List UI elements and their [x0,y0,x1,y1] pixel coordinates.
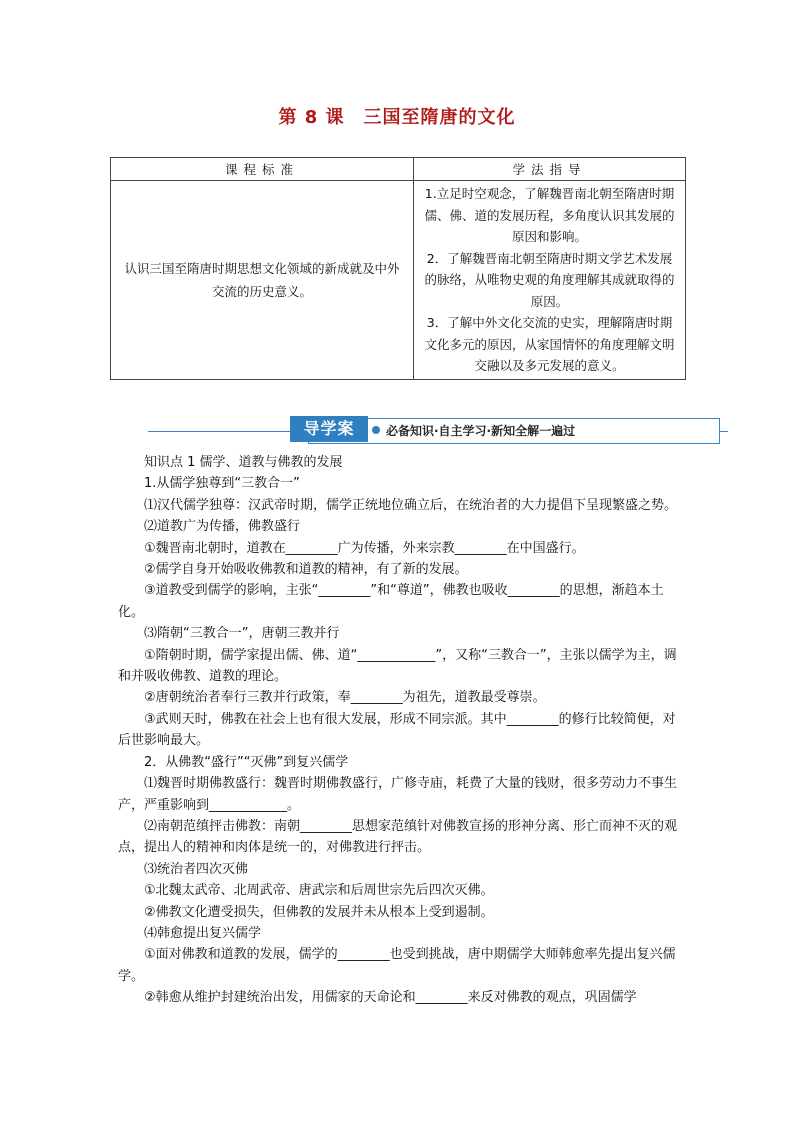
paragraph: ②佛教文化遭受损失，但佛教的发展并未从根本上受到遏制。 [144,904,494,920]
section-heading: 1.从儒学独尊到“三教合一” [144,476,300,492]
curriculum-table [110,157,686,380]
fill-blank-item: ③道教受到儒学的影响，主张“________”和“尊道”，佛教也吸收________的思想，渐趋本土化。 [118,583,664,620]
section-banner [148,418,728,444]
study-guide-item: 2．了解魏晋南北朝至隋唐时期文学艺术发展的脉络，从唯物史观的角度理解其成就取得的原因。 [424,250,675,309]
fill-blank-item: ②唐朝统治者奉行三教并行政策，奉________为祖先，道教最受尊崇。 [144,690,546,706]
paragraph: ①北魏太武帝、北周武帝、唐武宗和后周世宗先后四次灭佛。 [144,883,494,899]
subheading: ⑶统治者四次灭佛 [144,861,249,877]
bullet-icon [372,426,380,434]
curriculum-standard-text: 认识三国至隋唐时期思想文化领域的新成就及中外交流的历史意义。 [111,181,414,380]
fill-blank-item: ①隋朝时期，儒学家提出儒、佛、道“____________”，又称“三教合一”，主张以儒学为主，调和并吸收佛教、道教的理论。 [118,647,677,685]
banner-subtitle: 必备知识·自主学习·新知全解一遍过 [386,424,576,438]
paragraph: ②儒学自身开始吸收佛教和道教的精神，有了新的发展。 [144,562,468,578]
fill-blank-item: ①面对佛教和道教的发展，儒学的________也受到挑战，唐中期儒学大师韩愈率先提出复兴儒学。 [118,947,676,984]
fill-blank-item: ②韩愈从维护封建统治出发，用儒家的天命论和________来反对佛教的观点，巩固儒学 [144,990,637,1006]
fill-blank-item: ①魏晋南北朝时，道教在________广为传播，外来宗教________在中国盛行。 [144,540,585,556]
lesson-title: 第 8 课 三国至隋唐的文化 [278,107,516,128]
fill-blank-item: ⑴魏晋时期佛教盛行：魏晋时期佛教盛行，广修寺庙，耗费了大量的钱财，很多劳动力不事生产，严重影响到____________。 [118,776,678,813]
paragraph: ⑴汉代儒学独尊：汉武帝时期，儒学正统地位确立后，在统治者的大力提倡下呈现繁盛之势。 [144,497,678,513]
study-guide-item: 3．了解中外文化交流的史实，理解隋唐时期文化多元的原因，从家国情怀的角度理解文明交融以及多元发展的意义。 [424,315,675,373]
study-content [118,452,683,1009]
subheading: ⑷韩愈提出复兴儒学 [144,925,262,941]
header-curriculum-standard: 课程标准 [111,158,414,181]
header-study-guide: 学法指导 [414,158,686,181]
knowledge-point-heading: 知识点 1 儒学、道教与佛教的发展 [144,455,343,470]
fill-blank-item: ③武则天时，佛教在社会上也有很大发展，形成不同宗派。其中________的修行比较简便，对后世影响最大。 [118,711,676,749]
subheading: ⑶隋朝“三教合一”，唐朝三教并行 [144,626,340,642]
study-guide-item: 1.立足时空观念，了解魏晋南北朝至隋唐时期儒、佛、道的发展历程，多角度认识其发展的原因和影响。 [424,186,675,244]
study-guide-cell [414,181,686,380]
section-heading: 2．从佛教“盛行”“灭佛”到复兴儒学 [144,754,349,770]
fill-blank-item: ⑵南朝范缜抨击佛教：南朝________思想家范缜针对佛教宣扬的形神分离、形亡而神不灭的观点，提出人的精神和肉体是统一的，对佛教进行抨击。 [118,818,678,856]
banner-tag: 导学案 [290,416,368,442]
subheading: ⑵道教广为传播，佛教盛行 [144,519,301,535]
